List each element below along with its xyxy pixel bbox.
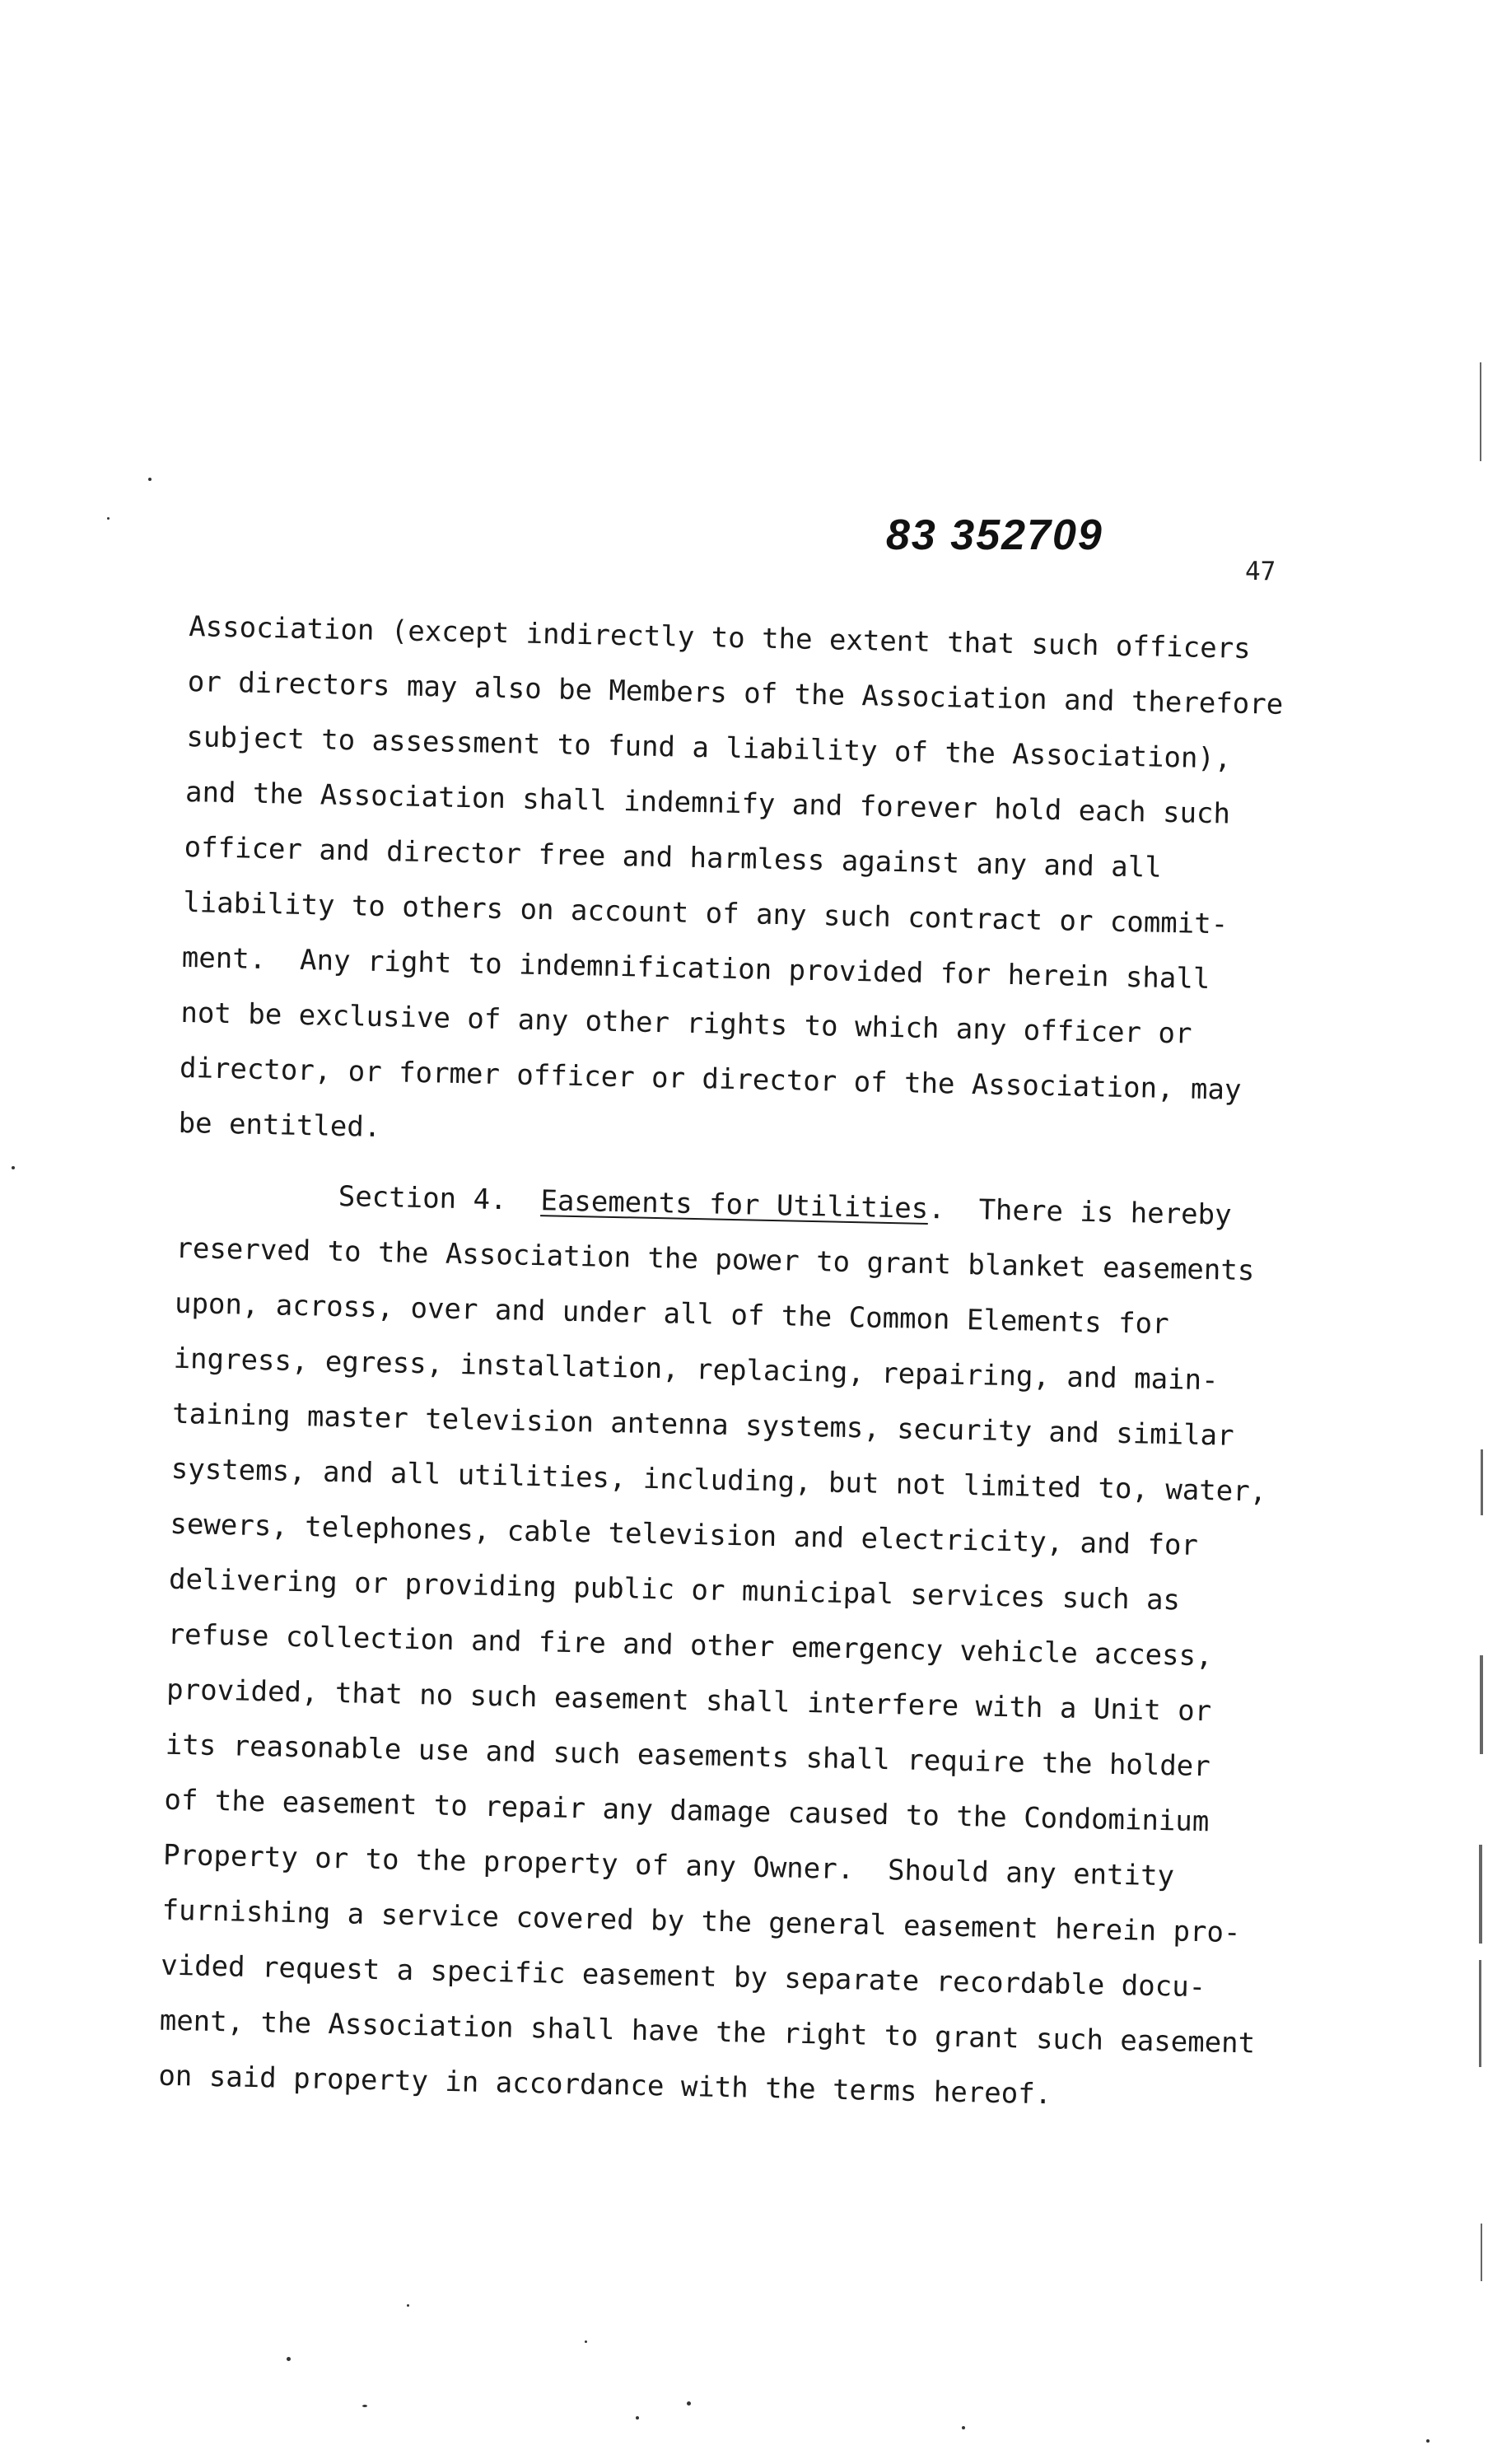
text-line: subject to assessment to fund a liability of the Association), [186, 720, 1232, 776]
text-line: delivering or providing public or municipal services such as [168, 1562, 1181, 1617]
scan-speck [107, 517, 110, 520]
text-line: be entitled. [178, 1106, 381, 1145]
text-line: Association (except indirectly to the extent that such officers [188, 609, 1252, 665]
scan-speck [636, 2416, 639, 2420]
scan-edge-mark [1479, 1845, 1482, 1944]
scan-edge-mark [1481, 1449, 1483, 1515]
text-line: its reasonable use and such easements shall require the holder [165, 1728, 1211, 1784]
text-line: officer and director free and harmless against any and all [184, 830, 1163, 884]
text-line: upon, across, over and under all of the Common Elements for [174, 1286, 1169, 1342]
scan-speck [12, 1166, 15, 1169]
page-number: 47 [1245, 557, 1276, 586]
text-line: on said property in accordance with the terms hereof. [158, 2059, 1052, 2112]
document-number: 83 352709 [886, 511, 1103, 559]
section-heading-rest: . There is hereby [927, 1192, 1232, 1232]
scan-speck [148, 478, 152, 481]
scan-edge-mark [1479, 1960, 1481, 2067]
section-heading: Easements for Utilities [540, 1184, 929, 1225]
section-label: Section 4. [338, 1179, 507, 1217]
scan-edge-mark [1480, 1655, 1483, 1754]
text-line: reserved to the Association the power to grant blanket easements [175, 1231, 1255, 1288]
scan-speck [687, 2401, 691, 2406]
scan-edge-mark [1481, 2224, 1482, 2281]
text-line: refuse collection and fire and other emergency vehicle access, [167, 1617, 1213, 1673]
text-line: furnishing a service covered by the general easement herein pro- [161, 1893, 1241, 1950]
text-line: and the Association shall indemnify and forever hold each such [184, 775, 1231, 831]
text-line: or directors may also be Members of the Association and therefore [187, 665, 1284, 721]
scan-speck [362, 2405, 367, 2407]
document-body [158, 600, 1375, 2129]
scan-edge-mark [1480, 362, 1481, 461]
scan-speck [407, 2304, 409, 2307]
text-line: not be exclusive of any other rights to which any officer or [180, 996, 1192, 1051]
scan-speck [962, 2426, 965, 2429]
text-line: sewers, telephones, cable television and electricity, and for [170, 1507, 1199, 1562]
text-line: of the easement to repair any damage caused to the Condominium [164, 1783, 1210, 1839]
text-line: ment, the Association shall have the right to grant such easement [159, 2004, 1256, 2060]
text-line: liability to others on account of any such contract or commit- [182, 885, 1229, 941]
scan-speck [287, 2357, 291, 2361]
text-line: provided, that no such easement shall interfere with a Unit or [166, 1673, 1212, 1729]
text-line: director, or former officer or director of the Association, may [179, 1051, 1242, 1107]
text-line: vided request a specific easement by separate recordable docu- [160, 1948, 1206, 2004]
text-line: systems, and all utilities, including, but not limited to, water, [170, 1452, 1267, 1509]
text-line: ingress, egress, installation, replacing, repairing, and main- [173, 1342, 1219, 1398]
scan-speck [1426, 2439, 1430, 2443]
text-line: ment. Any right to indemnification provided for herein shall [181, 940, 1210, 996]
scan-speck [585, 2340, 587, 2343]
text-line: taining master television antenna systems, security and similar [171, 1397, 1235, 1453]
text-line: Property or to the property of any Owner. Should any entity [162, 1838, 1175, 1893]
